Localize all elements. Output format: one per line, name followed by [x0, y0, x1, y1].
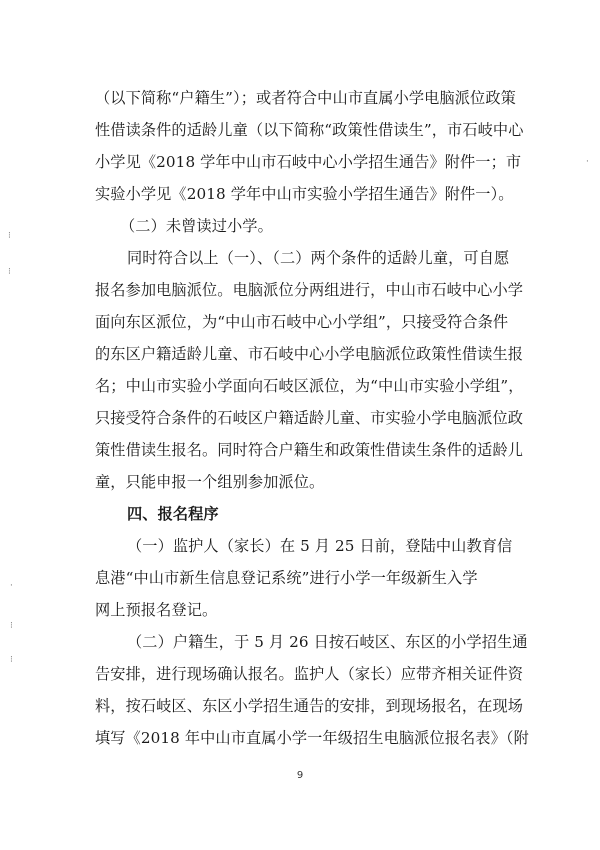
text-line: 报名参加电脑派位。电脑派位分两组进行，中山市石岐中心小学	[95, 281, 524, 299]
text-line: 小学见《2018 学年中山市石岐中心小学招生通告》附件一；市	[95, 153, 522, 171]
page-number: 9	[296, 770, 304, 781]
text-line: （以下简称“户籍生”）；或者符合中山市直属小学电脑派位政策	[95, 89, 516, 107]
text-line: 策性借读生报名。同时符合户籍生和政策性借读生条件的适龄儿	[95, 441, 524, 459]
text-line: 面向东区派位，为“中山市石岐中心小学组”，只接受符合条件	[95, 313, 509, 331]
scan-speck: ⁝	[8, 231, 11, 241]
text-line: 网上预报名登记。	[95, 601, 218, 619]
text-line: 童，只能申报一个组别参加派位。	[95, 473, 325, 491]
text-line: 告安排，进行现场确认报名。监护人（家长）应带齐相关证件资	[95, 665, 524, 683]
section-heading: 四、报名程序	[127, 505, 219, 523]
text-line: 性借读条件的适龄儿童（以下简称“政策性借读生”，市石岐中心	[95, 121, 524, 139]
text-line: （一）监护人（家长）在 5 月 25 日前，登陆中山教育信	[127, 537, 513, 555]
scan-speck: ·	[10, 581, 13, 591]
text-line: （二）未曾读过小学。	[120, 217, 273, 235]
scan-speck: ⁝	[10, 655, 13, 665]
text-line: 息港“中山市新生信息登记系统”进行小学一年级新生入学	[95, 569, 478, 587]
text-line: 填写《2018 年中山市直属小学一年级招生电脑派位报名表》（附	[95, 729, 529, 747]
text-line: 名；中山市实验小学面向石岐区派位，为“中山市实验小学组”，	[95, 377, 524, 395]
scan-speck: ⁝	[10, 621, 13, 631]
text-line: 同时符合以上（一）、（二）两个条件的适龄儿童，可自愿	[127, 249, 510, 267]
text-line: （二）户籍生，于 5 月 26 日按石岐区、东区的小学招生通	[127, 633, 528, 651]
text-line: 只接受符合条件的石岐区户籍适龄儿童、市实验小学电脑派位政	[95, 409, 524, 427]
scan-speck: ⁝	[8, 267, 11, 277]
text-line: 的东区户籍适龄儿童、市石岐中心小学电脑派位政策性借读生报	[95, 345, 524, 363]
scan-speck: ·	[586, 157, 589, 167]
text-line: 实验小学见《2018 学年中山市实验小学招生通告》附件一）。	[95, 185, 514, 203]
text-line: 料，按石岐区、东区小学招生通告的安排，到现场报名，在现场	[95, 697, 524, 715]
